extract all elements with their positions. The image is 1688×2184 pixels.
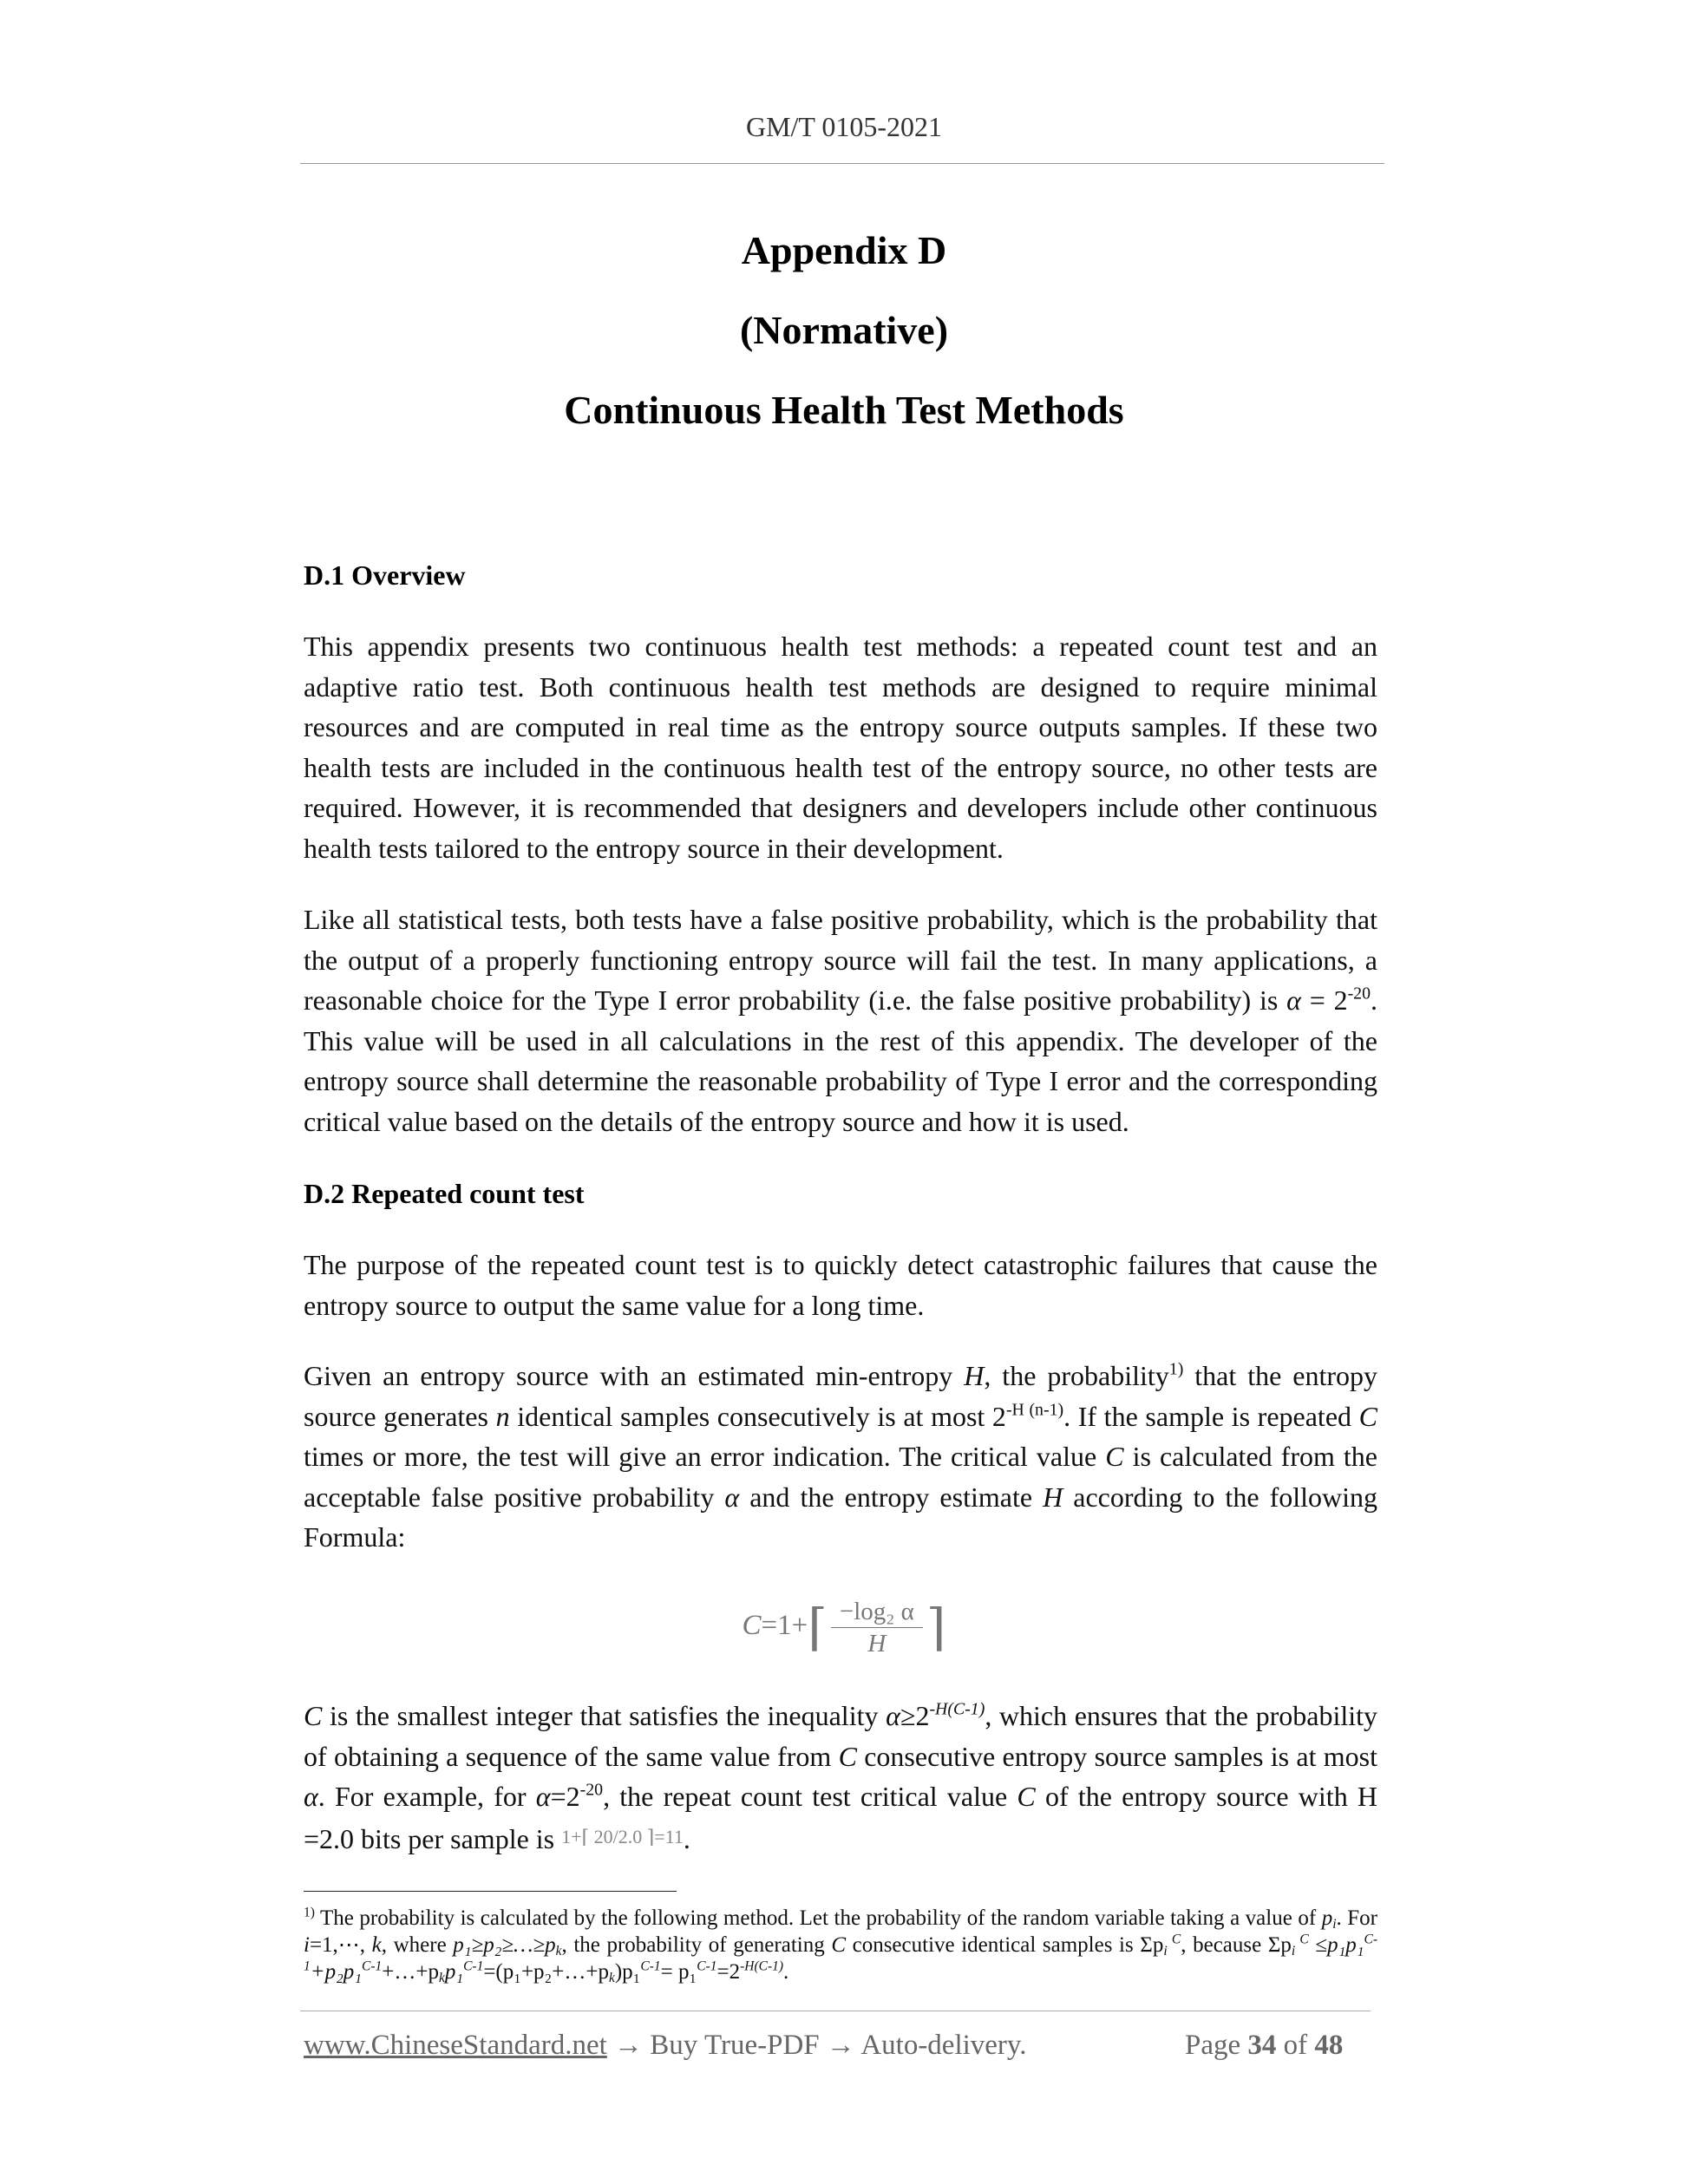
document-code: GM/T 0105-2021 [745, 111, 943, 142]
formula-numerator: −log₂ α [831, 1596, 923, 1628]
buy-text: Buy True-PDF [650, 2030, 820, 2061]
appendix-status: (Normative) [739, 308, 949, 352]
page-number: 34 [1247, 2030, 1277, 2061]
appendix-title: Appendix D [741, 228, 947, 272]
paragraph-d2-2: Given an entropy source with an estimated min-entropy H, the probability$^{1)}$ that the entropy source generates n identical samples consecutively is at most $2^{-H (n-1)}$. If the sample is repeated C times or more, the test will give an error indication. The critical value C is calculated from the acceptable false positive probability α and the entropy estimate H according to the following Formula: [304, 1359, 1378, 1553]
paragraph-d1-1: This appendix presents two continuous health test methods: a repeated count test and an adaptive ratio test. Both continuous health test methods are designed to require minimal resources and are computed in real time as the entropy source outputs samples. If these two health tests are included in the continuous health test of the entropy source, no other tests are required. However, it is recommended that designers and developers include other continuous health tests tailored to the entropy source in their development. [304, 631, 1377, 864]
formula-eq: =1+ [761, 1610, 808, 1642]
inline-formula-example: 1+⌈ 20/2.0 ⌉=11 [561, 1825, 684, 1847]
formula-denominator: H [867, 1630, 887, 1658]
ceiling-right: ⌉ [926, 1599, 946, 1656]
footnote: $^{1)}$ The probability is calculated by the following method. Let the probability of the random variable taking a value of $p_i$. For i=1,⋯, k, where $p_1\ge p_2\ge\dots\ge p_k$, the probability of generating C consecutive identical samples is $\Sigma p_i$ $^C$, because $\Sigma p_i$ $^C \le p_1p_1^{C-1}+p_2p_1^{C-1}+\dots+p_kp_1^{C-1}=(p_1+p_2+\dots+p_k)p_1^{C-1}= p_1^{C-1}=2^{-H(C-1)}$. [304, 1905, 1377, 1985]
footer-promo [304, 2030, 1027, 2062]
formula-fraction [831, 1596, 923, 1659]
page-total: 48 [1314, 2030, 1344, 2061]
site-link[interactable]: www.ChineseStandard.net [304, 2030, 607, 2061]
header-divider [300, 163, 1384, 164]
footnote-reference: 1) [1168, 1359, 1184, 1379]
paragraph-d2-3: C is the smallest integer that satisfies the inequality $\alpha\ge 2^{-H(C-1)}$, which ensures that the probability of obtaining a sequence of the same value from C consecutive entropy source samples is at most α. For example, for $\alpha=2^{-20}$, the repeat count test critical value C of the entropy source with H =2.0 bits per sample is 1+⌈ 20/2.0 ⌉=11. [304, 1699, 1378, 1854]
paragraph-d1-2: Like all statistical tests, both tests have a false positive probability, which is the probability that the output of a properly functioning entropy source will fail the test. In many applications, a reasonable choice for the Type I error probability (i.e. the false positive probability) is $\alpha = 2^{-20}$. This value will be used in all calculations in the rest of this appendix. The developer of the entropy source shall determine the reasonable probability of Type I error and the corresponding critical value based on the details of the entropy source and how it is used. [304, 904, 1378, 1137]
formula-lhs: C [742, 1610, 762, 1642]
paragraph-d2-1: The purpose of the repeated count test is to quickly detect catastrophic failures that cause the entropy source to output the same value for a long time. [304, 1249, 1377, 1321]
section-heading-d2: D.2 Repeated count test [304, 1178, 585, 1209]
ceiling-left: ⌈ [808, 1599, 828, 1656]
appendix-name: Continuous Health Test Methods [564, 388, 1124, 432]
section-heading-d1: D.1 Overview [304, 559, 466, 591]
footnote-divider [304, 1891, 677, 1892]
arrow-icon: → [819, 2030, 861, 2061]
arrow-icon: → [606, 2030, 651, 2061]
footnote-marker: 1) [304, 1905, 315, 1920]
page-indicator: Page 34 of 48 [1185, 2030, 1344, 2061]
critical-value-formula [0, 1596, 1688, 1659]
delivery-text: Auto-delivery. [860, 2030, 1027, 2061]
